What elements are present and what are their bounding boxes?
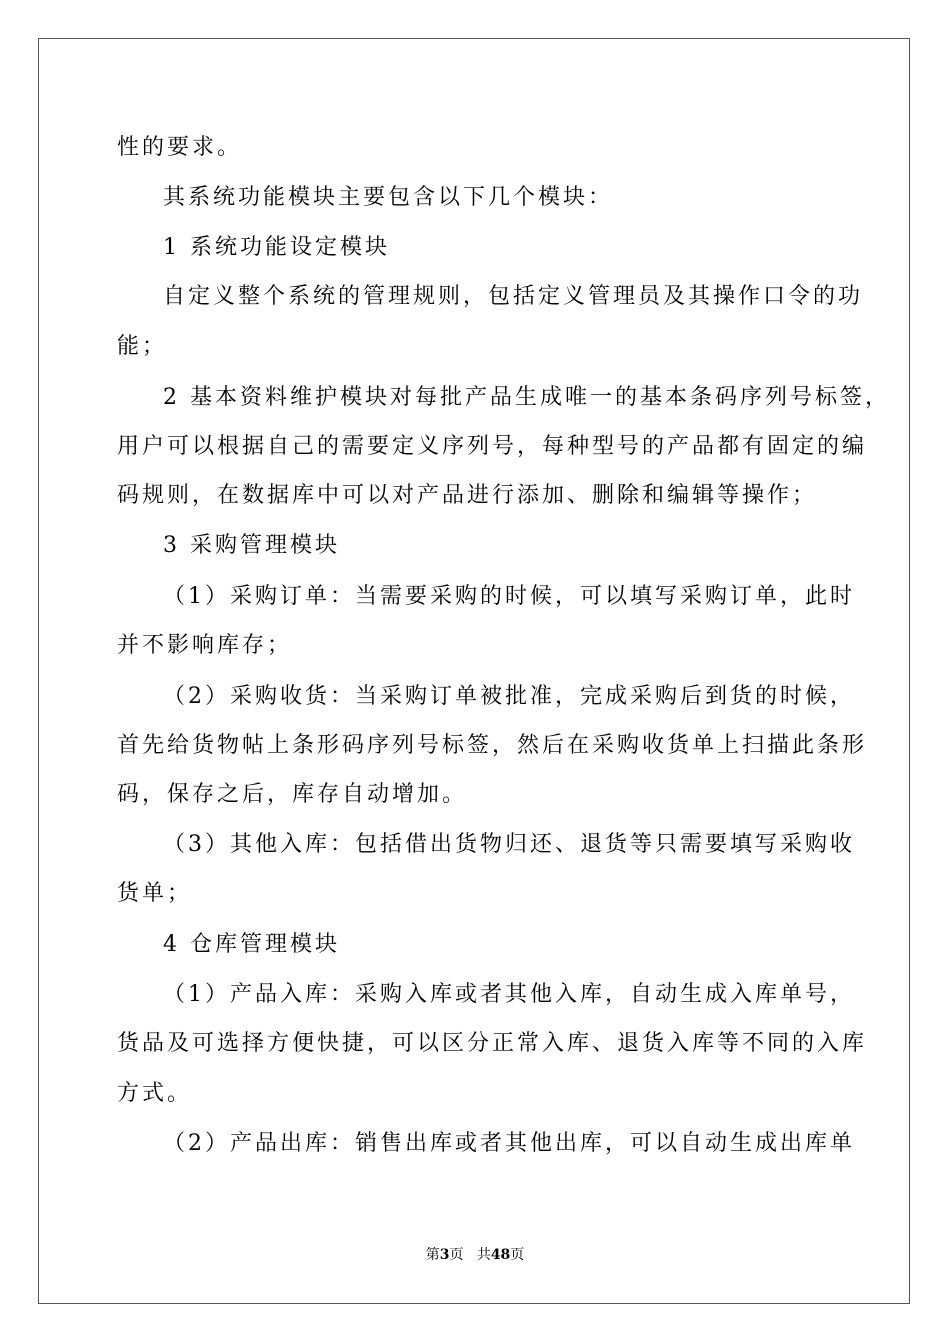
footer-page-suffix: 页 bbox=[449, 1247, 464, 1263]
text-line: 方式。 bbox=[117, 1081, 193, 1106]
footer-page-number: 3 bbox=[439, 1247, 450, 1263]
text-line: 自定义整个系统的管理规则，包括定义管理员及其操作口令的功 bbox=[163, 284, 864, 309]
text-line: （2）采购收货：当采购订单被批准，完成采购后到货的时候， bbox=[163, 684, 855, 709]
text-line: （3）其他入库：包括借出货物归还、退货等只需要填写采购收 bbox=[163, 832, 855, 857]
section-heading-2: 2 基本资料维护模块对每批产品生成唯一的基本条码序列号标签， bbox=[163, 385, 890, 410]
section-heading-4: 4 仓库管理模块 bbox=[163, 932, 340, 957]
text-line: （1）产品入库：采购入库或者其他入库，自动生成入库单号， bbox=[163, 982, 855, 1007]
section-heading-1: 1 系统功能设定模块 bbox=[163, 235, 390, 260]
footer-total-pages: 48 bbox=[490, 1247, 511, 1263]
text-line: 码规则，在数据库中可以对产品进行添加、删除和编辑等操作； bbox=[117, 483, 818, 508]
text-line: 货品及可选择方便快捷，可以区分正常入库、退货入库等不同的入库 bbox=[117, 1031, 868, 1056]
footer-total-suffix: 页 bbox=[510, 1247, 525, 1263]
section-heading-3: 3 采购管理模块 bbox=[163, 533, 340, 558]
text-line: 并不影响库存； bbox=[117, 633, 293, 658]
page-border bbox=[38, 38, 910, 1304]
text-line: 能； bbox=[117, 334, 168, 359]
text-line: 货单； bbox=[117, 881, 193, 906]
text-line: 首先给货物帖上条形码序列号标签，然后在采购收货单上扫描此条形 bbox=[117, 733, 868, 758]
footer-total-prefix: 共 bbox=[476, 1247, 491, 1263]
text-line: 用户可以根据自己的需要定义序列号，每种型号的产品都有固定的编 bbox=[117, 434, 868, 459]
text-line: （2）产品出库：销售出库或者其他出库，可以自动生成出库单 bbox=[163, 1131, 855, 1156]
text-line: 性的要求。 bbox=[117, 135, 243, 160]
text-line: （1）采购订单：当需要采购的时候，可以填写采购订单，此时 bbox=[163, 584, 855, 609]
text-line: 其系统功能模块主要包含以下几个模块： bbox=[163, 185, 614, 210]
footer-page-prefix: 第 bbox=[425, 1247, 440, 1263]
text-line: 码，保存之后，库存自动增加。 bbox=[117, 782, 468, 807]
page-footer bbox=[0, 1246, 950, 1264]
